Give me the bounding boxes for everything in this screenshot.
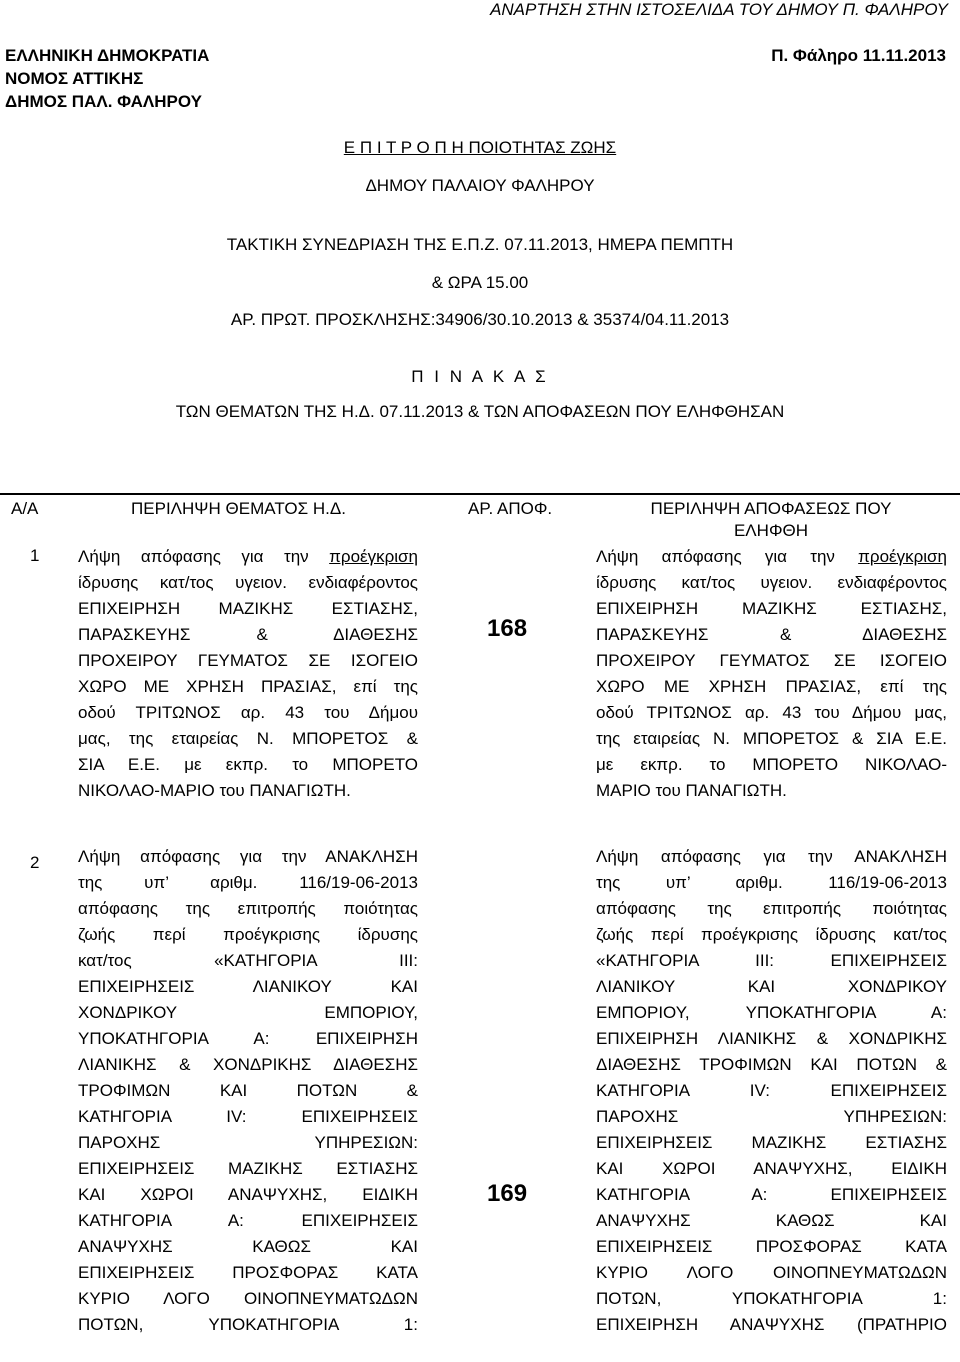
row-topic [78,544,418,804]
text-line: ΚΑΤΗΓΟΡΙΑ IV: ΕΠΙΧΕΙΡΗΣΕΙΣ [596,1081,947,1100]
text-line: ΚΑΤΗΓΟΡΙΑ Α: ΕΠΙΧΕΙΡΗΣΕΙΣ [78,1211,418,1230]
text-line: οδού ΤΡΙΤΩΝΟΣ αρ. 43 του Δήμου μας, [596,703,947,722]
text-line: της υπ’ αριθμ. 116/19-06-2013 [596,873,947,892]
text-line: ΑΝΑΨΥΧΗΣ ΚΑΘΩΣ ΚΑΙ [78,1237,418,1256]
column-header-summary-line: ΕΛΗΦΘΗ [733,521,809,540]
row-number: 2 [30,853,40,872]
column-header-topic: ΠΕΡΙΛΗΨΗ ΘΕΜΑΤΟΣ Η.Δ. [131,499,346,518]
text-line: ΠΑΡΟΧΗΣ ΥΠΗΡΕΣΙΩΝ: [596,1107,947,1126]
text-line: με εκπρ. το ΜΠΟΡΕΤΟ ΝΙΚΟΛΑΟ- [596,755,947,774]
column-header-aa: Α/Α [11,499,39,518]
text-line: ΚΑΙ ΧΩΡΟΙ ΑΝΑΨΥΧΗΣ, ΕΙΔΙΚΗ [78,1185,418,1204]
text-line: ΠΟΤΩΝ, ΥΠΟΚΑΤΗΓΟΡΙΑ 1: [78,1315,418,1334]
text-line: ΕΠΙΧΕΙΡΗΣΕΙΣ ΠΡΟΣΦΟΡΑΣ ΚΑΤΑ [78,1263,418,1282]
text-line: ΠΑΡΟΧΗΣ ΥΠΗΡΕΣΙΩΝ: [78,1133,418,1152]
text-line: ΔΙΑΘΕΣΗΣ ΤΡΟΦΙΜΩΝ ΚΑΙ ΠΟΤΩΝ & [596,1055,947,1074]
issuer-block [5,44,209,113]
text-fragment: Λήψη απόφασης για την [596,547,859,566]
text-line: ίδρυσης κατ/τος υγειον. ενδιαφέροντος [596,573,947,592]
row-number: 1 [30,546,40,565]
text-line: οδού ΤΡΙΤΩΝΟΣ αρ. 43 του Δήμου [78,703,418,722]
text-line: ΜΑΡΙΟ του ΠΑΝΑΓΙΩΤΗ. [596,781,787,800]
text-line: ΠΑΡΑΣΚΕΥΗΣ & ΔΙΑΘΕΣΗΣ [78,625,418,644]
text-line: ΧΩΡΟ ΜΕ ΧΡΗΣΗ ΠΡΑΣΙΑΣ, επί της [596,677,947,696]
text-line: ΕΠΙΧΕΙΡΗΣΗ ΛΙΑΝΙΚΗΣ & ΧΟΝΔΡΙΚΗΣ [596,1029,947,1048]
underlined-word: προέγκριση [858,547,947,566]
text-line: ΚΑΙ ΧΩΡΟΙ ΑΝΑΨΥΧΗΣ, ΕΙΔΙΚΗ [596,1159,947,1178]
issuer-line: ΝΟΜΟΣ ΑΤΤΙΚΗΣ [5,69,144,88]
decision-number: 169 [487,1180,528,1207]
text-line: «ΚΑΤΗΓΟΡΙΑ ΙΙΙ: ΕΠΙΧΕΙΡΗΣΕΙΣ [596,951,947,970]
text-line: ΠΟΤΩΝ, ΥΠΟΚΑΤΗΓΟΡΙΑ 1: [596,1289,947,1308]
table-title: Π Ι Ν Α Κ Α Σ [411,367,549,386]
committee-title: Ε Π Ι Τ Ρ Ο Π Η ΠΟΙΟΤΗΤΑΣ ΖΩΗΣ [343,138,617,157]
column-header-decision-no: ΑΡ. ΑΠΟΦ. [468,499,553,518]
text-line: απόφασης της επιτροπής ποιότητας [596,899,947,918]
text-line: κατ/τος «ΚΑΤΗΓΟΡΙΑ ΙΙΙ: [78,951,418,970]
text-line: απόφασης της επιτροπής ποιότητας [78,899,418,918]
text-line: ΛΙΑΝΙΚΟΥ ΚΑΙ ΧΟΝΔΡΙΚΟΥ [596,977,947,996]
underlined-word: προέγκριση [329,547,418,566]
publication-note: ΑΝΑΡΤΗΣΗ ΣΤΗΝ ΙΣΤΟΣΕΛΙΔΑ ΤΟΥ ΔΗΜΟΥ Π. ΦΑΛΗΡΟΥ [490,0,948,19]
meeting-info-line: ΤΑΚΤΙΚΗ ΣΥΝΕΔΡΙΑΣΗ ΤΗΣ Ε.Π.Ζ. 07.11.2013, ΗΜΕΡΑ ΠΕΜΠΤΗ [226,235,734,254]
municipality-title: ΔΗΜΟΥ ΠΑΛΑΙΟΥ ΦΑΛΗΡΟΥ [365,176,595,195]
issuer-line: ΔΗΜΟΣ ΠΑΛ. ΦΑΛΗΡΟΥ [5,92,202,111]
text-line: Λήψη απόφασης για την ΑΝΑΚΛΗΣΗ [596,847,947,866]
text-line: της εταιρείας Ν. ΜΠΟΡΕΤΟΣ & ΣΙΑ Ε.Ε. [596,729,947,748]
text-line: ΕΠΙΧΕΙΡΗΣΕΙΣ ΜΑΖΙΚΗΣ ΕΣΤΙΑΣΗΣ [78,1159,418,1178]
text-line: ΠΡΟΧΕΙΡΟΥ ΓΕΥΜΑΤΟΣ ΣΕ ΙΣΟΓΕΙΟ [78,651,418,670]
column-header-summary [594,499,948,541]
text-line: ζωής περί προέγκρισης ίδρυσης κατ/τος [596,925,947,944]
document-date: Π. Φάληρο 11.11.2013 [771,46,946,65]
text-line: Λήψη απόφασης για την ΑΝΑΚΛΗΣΗ [78,847,418,866]
text-line: ΠΡΟΧΕΙΡΟΥ ΓΕΥΜΑΤΟΣ ΣΕ ΙΣΟΓΕΙΟ [596,651,947,670]
text-line: ΕΠΙΧΕΙΡΗΣΗ ΜΑΖΙΚΗΣ ΕΣΤΙΑΣΗΣ, [78,599,418,618]
table-top-border [0,493,960,495]
text-line: ΧΟΝΔΡΙΚΟΥ ΕΜΠΟΡΙΟΥ, [78,1003,418,1022]
table-subtitle: ΤΩΝ ΘΕΜΑΤΩΝ ΤΗΣ Η.Δ. 07.11.2013 & ΤΩΝ ΑΠΟΦΑΣΕΩΝ ΠΟΥ ΕΛΗΦΘΗΣΑΝ [175,402,785,421]
text-line: ΕΠΙΧΕΙΡΗΣΗ ΑΝΑΨΥΧΗΣ (ΠΡΑΤΗΡΙΟ [596,1315,947,1334]
text-line: ΧΩΡΟ ΜΕ ΧΡΗΣΗ ΠΡΑΣΙΑΣ, επί της [78,677,418,696]
text-line [596,544,947,570]
text-line: ΣΙΑ Ε.Ε. με εκπρ. το ΜΠΟΡΕΤΟ [78,755,418,774]
text-line: ΥΠΟΚΑΤΗΓΟΡΙΑ Α: ΕΠΙΧΕΙΡΗΣΗ [78,1029,418,1048]
text-line: ΚΥΡΙΟ ΛΟΓΟ ΟΙΝΟΠΝΕΥΜΑΤΩΔΩΝ [78,1289,418,1308]
text-line: ίδρυσης κατ/τος υγειον. ενδιαφέροντος [78,573,418,592]
text-line: ΚΑΤΗΓΟΡΙΑ Α: ΕΠΙΧΕΙΡΗΣΕΙΣ [596,1185,947,1204]
text-line: μας, της εταιρείας Ν. ΜΠΟΡΕΤΟΣ & [78,729,418,748]
text-line: ΕΠΙΧΕΙΡΗΣΕΙΣ ΜΑΖΙΚΗΣ ΕΣΤΙΑΣΗΣ [596,1133,947,1152]
row-summary [596,844,947,1338]
text-line: ΠΑΡΑΣΚΕΥΗΣ & ΔΙΑΘΕΣΗΣ [596,625,947,644]
text-line: της υπ’ αριθμ. 116/19-06-2013 [78,873,418,892]
text-line: ΤΡΟΦΙΜΩΝ ΚΑΙ ΠΟΤΩΝ & [78,1081,418,1100]
row-topic [78,844,418,1338]
decision-number: 168 [487,615,528,642]
text-line [78,544,418,570]
text-line: ΕΜΠΟΡΙΟΥ, ΥΠΟΚΑΤΗΓΟΡΙΑ Α: [596,1003,947,1022]
row-summary [596,544,947,804]
text-line: ΑΝΑΨΥΧΗΣ ΚΑΘΩΣ ΚΑΙ [596,1211,947,1230]
column-header-summary-line: ΠΕΡΙΛΗΨΗ ΑΠΟΦΑΣΕΩΣ ΠΟΥ [650,499,892,518]
text-line: ΕΠΙΧΕΙΡΗΣΕΙΣ ΛΙΑΝΙΚΟΥ ΚΑΙ [78,977,418,996]
text-line: ζωής περί προέγκρισης ίδρυσης [78,925,418,944]
text-line: ΕΠΙΧΕΙΡΗΣΕΙΣ ΠΡΟΣΦΟΡΑΣ ΚΑΤΑ [596,1237,947,1256]
text-line: ΚΑΤΗΓΟΡΙΑ IV: ΕΠΙΧΕΙΡΗΣΕΙΣ [78,1107,418,1126]
text-line: ΚΥΡΙΟ ΛΟΓΟ ΟΙΝΟΠΝΕΥΜΑΤΩΔΩΝ [596,1263,947,1282]
text-line: ΛΙΑΝΙΚΗΣ & ΧΟΝΔΡΙΚΗΣ ΔΙΑΘΕΣΗΣ [78,1055,418,1074]
meeting-time-line: & ΩΡΑ 15.00 [431,273,529,292]
invitation-numbers: ΑΡ. ΠΡΩΤ. ΠΡΟΣΚΛΗΣΗΣ:34906/30.10.2013 & 35374/04.11.2013 [230,310,730,329]
text-line: ΝΙΚΟΛΑΟ-ΜΑΡΙΟ του ΠΑΝΑΓΙΩΤΗ. [78,781,351,800]
text-line: ΕΠΙΧΕΙΡΗΣΗ ΜΑΖΙΚΗΣ ΕΣΤΙΑΣΗΣ, [596,599,947,618]
issuer-line: ΕΛΛΗΝΙΚΗ ΔΗΜΟΚΡΑΤΙΑ [5,46,210,65]
text-fragment: Λήψη απόφασης για την [78,547,330,566]
